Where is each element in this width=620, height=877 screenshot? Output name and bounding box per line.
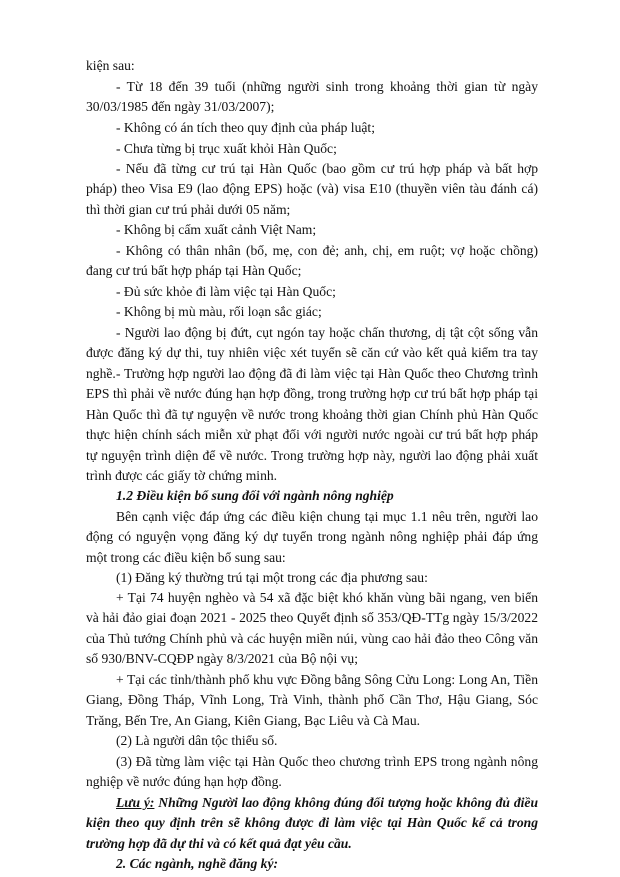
note-text: Những Người lao động không đúng đối tượng hoặc không đủ điều kiện theo quy định trên sẽ không được đi làm việc tại Hàn Quốc kể cả trong trường hợp đã dự thi và có kết quả đạt yêu cầu. bbox=[86, 795, 539, 851]
condition-exit-ban: - Không bị cấm xuất cảnh Việt Nam; bbox=[116, 222, 317, 237]
additional-condition-2: (2) Là người dân tộc thiểu số. bbox=[116, 733, 278, 748]
additional-condition-1: (1) Đăng ký thường trú tại một trong các địa phương sau: bbox=[116, 570, 428, 585]
condition-criminal-record: - Không có án tích theo quy định của pháp luật; bbox=[116, 120, 375, 135]
section-1-2-heading: 1.2 Điều kiện bổ sung đối với ngành nông nghiệp bbox=[116, 488, 394, 503]
note-paragraph bbox=[86, 793, 538, 854]
condition-age: - Từ 18 đến 39 tuổi (những người sinh trong khoảng thời gian từ ngày 30/03/1985 đến ngày 31/03/2007); bbox=[86, 79, 538, 115]
condition-health: - Đủ sức khỏe đi làm việc tại Hàn Quốc; bbox=[116, 284, 336, 299]
section-2-heading: 2. Các ngành, nghề đăng ký: bbox=[116, 856, 279, 871]
note-label: Lưu ý: bbox=[116, 795, 155, 810]
intro-text: kiện sau: bbox=[86, 58, 135, 73]
additional-condition-1b: + Tại các tỉnh/thành phố khu vực Đồng bằng Sông Cửu Long: Long An, Tiền Giang, Đồng Tháp, Vĩnh Long, Trà Vinh, thành phố Cần Thơ, Hậu Giang, Sóc Trăng, Bến Tre, An Giang, Kiên Giang, Bạc Liêu và Cà Mau. bbox=[86, 672, 538, 728]
additional-condition-3: (3) Đã từng làm việc tại Hàn Quốc theo chương trình EPS trong ngành nông nghiệp về nước đúng hạn hợp đồng. bbox=[86, 754, 538, 790]
section-1-2-intro: Bên cạnh việc đáp ứng các điều kiện chung tại mục 1.1 nêu trên, người lao động có nguyện vọng đăng ký dự tuyển trong ngành nông nghiệp phải đáp ứng một trong các điều kiện bổ sung sau: bbox=[86, 509, 538, 565]
condition-residence-duration: - Nếu đã từng cư trú tại Hàn Quốc (bao gồm cư trú hợp pháp và bất hợp pháp) theo Visa E9 (lao động EPS) hoặc (và) visa E10 (thuyền viên tàu đánh cá) thì thời gian cư trú phải dưới 05 năm; bbox=[86, 161, 538, 217]
condition-deportation: - Chưa từng bị trục xuất khỏi Hàn Quốc; bbox=[116, 141, 337, 156]
additional-condition-1a: + Tại 74 huyện nghèo và 54 xã đặc biệt khó khăn vùng bãi ngang, ven biển và hải đảo giai đoạn 2021 - 2025 theo Quyết định số 353/QĐ-TTg ngày 15/3/2022 của Thủ tướng Chính phủ và các huyện miền núi, vùng cao hải đảo theo Công văn số 930/BNV-CQĐP ngày 8/3/2021 của Bộ nội vụ; bbox=[86, 590, 538, 667]
condition-relatives: - Không có thân nhân (bố, mẹ, con đẻ; anh, chị, em ruột; vợ hoặc chồng) đang cư trú bất hợp pháp tại Hàn Quốc; bbox=[86, 243, 538, 279]
condition-physical-injury: - Người lao động bị đứt, cụt ngón tay hoặc chấn thương, dị tật cột sống vẫn được đăng ký dự thi, tuy nhiên việc xét tuyển sẽ căn cứ vào kết quả kiểm tra tay nghề. bbox=[86, 325, 538, 381]
condition-color-blindness: - Không bị mù màu, rối loạn sắc giác; bbox=[116, 304, 322, 319]
condition-previous-eps: - Trường hợp người lao động đã đi làm việc tại Hàn Quốc theo Chương trình EPS thì phải về nước đúng hạn hợp đồng, trong trường hợp cư trú bất hợp pháp tại Hàn Quốc thì đã tự nguyện về nước trong khoảng thời gian Chính phủ Hàn Quốc thực hiện chính sách miễn xử phạt đối với người nước ngoài cư trú bất hợp pháp tự nguyện trình diện để về nước. Trong trường hợp này, người lao động phải xuất trình được các giấy tờ chứng minh. bbox=[86, 366, 538, 484]
